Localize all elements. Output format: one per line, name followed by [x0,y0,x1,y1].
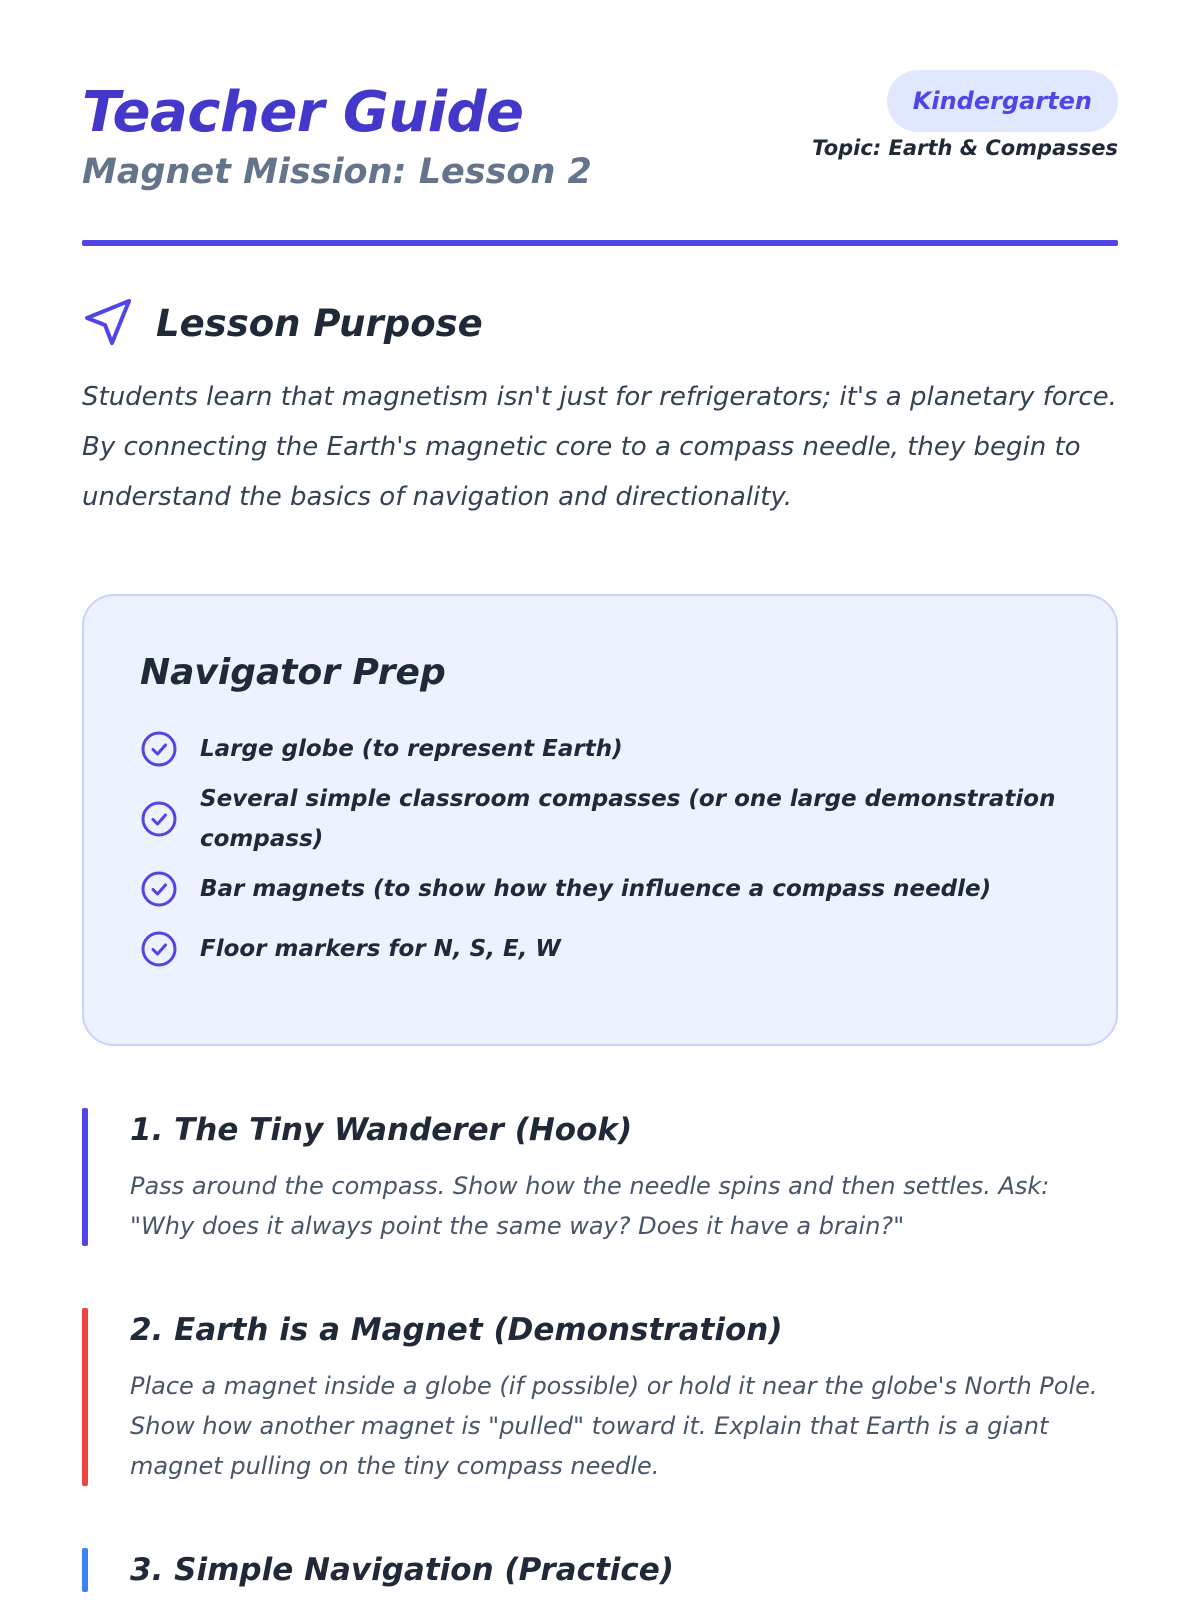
navigation-arrow-icon [82,296,134,348]
prep-list-item [140,919,1060,979]
header-divider [82,240,1118,246]
topic-label: Topic: Earth & Compasses [812,136,1118,160]
prep-item-text: Several simple classroom compasses (or one large demonstration compass) [200,786,1056,852]
lesson-step [82,1548,1118,1592]
lesson-step [82,1308,1118,1486]
prep-item-text: Bar magnets (to show how they influence a compass needle) [200,876,992,902]
step-title: 1. The Tiny Wanderer (Hook) [130,1112,633,1148]
prep-item-text: Large globe (to represent Earth) [200,736,623,762]
prep-checklist [140,719,1060,979]
prep-list-item [140,779,1060,859]
step-title: 2. Earth is a Magnet (Demonstration) [130,1312,783,1348]
prep-item-text: Floor markers for N, S, E, W [200,936,561,962]
grade-badge: Kindergarten [887,70,1118,132]
lesson-subtitle: Magnet Mission: Lesson 2 [82,152,592,192]
lesson-step [82,1108,1118,1246]
step-accent-bar [82,1548,88,1592]
check-circle-icon [140,870,178,908]
check-circle-icon [140,800,178,838]
prep-title: Navigator Prep [140,652,446,693]
navigator-prep-card [82,594,1118,1046]
step-description: Pass around the compass. Show how the needle spins and then settles. Ask: "Why does it always point the same way? Does it have a brain?" [130,1172,1050,1240]
section-title: Lesson Purpose [156,302,483,345]
step-title: 3. Simple Navigation (Practice) [130,1552,674,1588]
lesson-steps [82,1108,1118,1592]
prep-list-item [140,859,1060,919]
check-circle-icon [140,730,178,768]
lesson-purpose-heading [82,296,1118,376]
step-description: Place a magnet inside a globe (if possible) or hold it near the globe's North Pole. Show how another magnet is "pulled" toward it. Explain that Earth is a giant magnet pulling on the tiny compass needle. [130,1372,1098,1480]
guide-header [82,0,1118,246]
lesson-purpose-text: Students learn that magnetism isn't just for refrigerators; it's a planetary force. By connecting the Earth's magnetic core to a compass needle, they begin to understand the basics of navigation and directionality. [82,382,1117,512]
page-title: Teacher Guide [82,80,524,145]
prep-list-item [140,719,1060,779]
step-accent-bar [82,1108,88,1246]
step-accent-bar [82,1308,88,1486]
check-circle-icon [140,930,178,968]
